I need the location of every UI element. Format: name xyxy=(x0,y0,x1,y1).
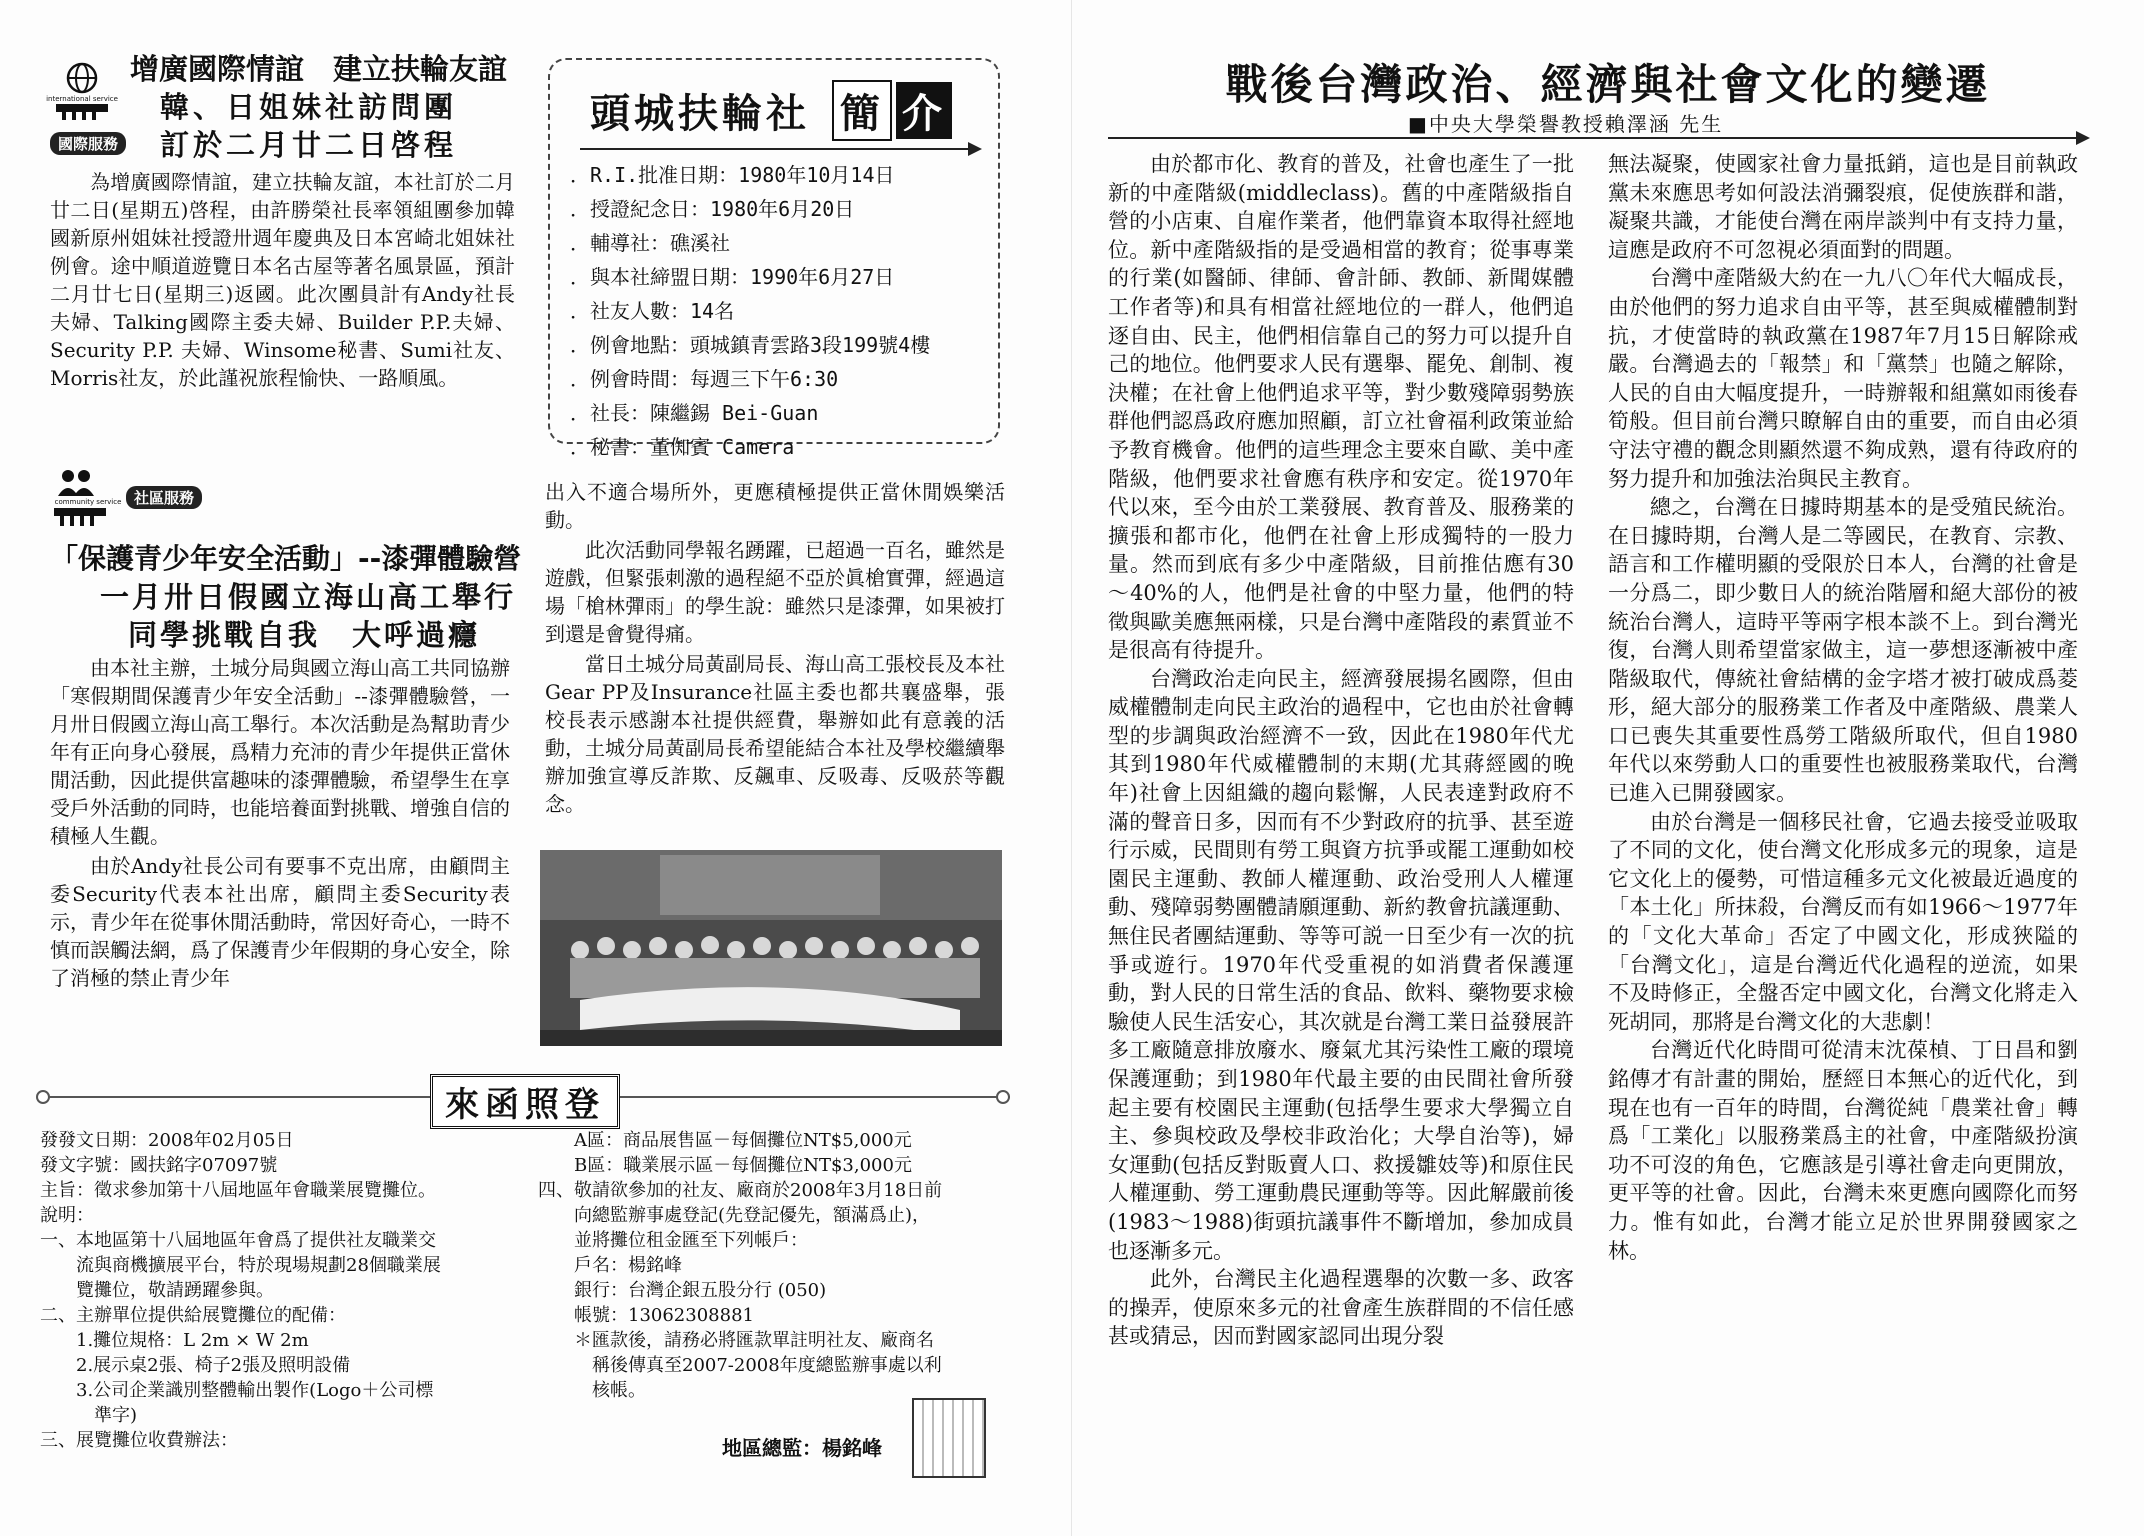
intro-item: ． 例會時間：每週三下午6:30 xyxy=(570,362,990,396)
notice-line: 帳號：13062308881 xyxy=(538,1305,754,1326)
intl-title-line-1: 增廣國際情誼 建立扶輪友誼 xyxy=(130,52,508,86)
notice-line: 1.攤位規格：L 2m × W 2m xyxy=(40,1330,309,1351)
community-body-left xyxy=(50,654,510,994)
intl-title xyxy=(130,50,530,164)
notice-line: 2.展示桌2張、椅子2張及照明設備 xyxy=(40,1355,351,1376)
intro-rule xyxy=(580,148,972,150)
club-name: 頭城扶輪社 xyxy=(590,91,810,137)
notice-title: 來函照登 xyxy=(430,1074,620,1129)
article-paragraph: 總之，台灣在日據時期基本的是受殖民統治。在日據時期，台灣人是二等國民，在教育、宗教、語言和工作權明顯的受限於日本人，台灣的社會是一分爲二，即少數日人的統治階層和絕大部份的被統治台灣人，這時平等兩字根本談不上。到台灣光復，台灣人則希望當家做主，這一夢想逐漸被中產階級取代，傳統社會結構的金字塔才被打破成爲菱形，絕大部分的服務業工作者及中產階級、農業人口已喪失其重要性爲勞工階級所取代，但自1980年代以來勞動人口的重要性也被服務業取代，台灣已進入已開發國家。 xyxy=(1608,495,2078,806)
notice-line: B區：職業展示區－每個攤位NT$3,000元 xyxy=(538,1155,912,1176)
intro-arrow-icon xyxy=(968,142,982,156)
notice-line: 覽攤位，敬請踴躍參與。 xyxy=(40,1280,274,1301)
headline-rule xyxy=(1108,137,2078,139)
intl-body xyxy=(50,168,515,394)
article-paragraph: 台灣中產階級大約在一九八〇年代大幅成長，由於他們的努力追求自由平等，甚至與威權體制對抗，才使當時的執政黨在1987年7月15日解除戒嚴。台灣過去的「報禁」和「黨禁」也隨之解除，人民的自由大幅度提升，一時辦報和組黨如雨後春筍般。但目前台灣只瞭解自由的重要，而自由必須守法守禮的觀念則顯然還不夠成熟，還有待政府的努力提升和加強法治與民主教育。 xyxy=(1608,266,2078,491)
notice-line: 戶名：楊銘峰 xyxy=(538,1255,682,1276)
intl-title-line-3: 訂於二月廿二日啓程 xyxy=(160,128,458,162)
notice-line: 3.公司企業識別整體輸出製作(Logo＋公司標 xyxy=(40,1380,434,1401)
community-paragraph: 由本社主辦，土城分局與國立海山高工共同協辦「寒假期間保護青少年安全活動」--漆彈體驗營，一月卅日假國立海山高工舉行。本次活動是為幫助青少年有正向身心發展，爲精力充沛的青少年提供正當休閒活動，因此提供富趣味的漆彈體驗，希望學生在享受戶外活動的同時，也能培養面對挑戰、增強自信的積極人生觀。 xyxy=(50,656,510,848)
community-title-line-1: 「保護青少年安全活動」--漆彈體驗營 xyxy=(50,542,522,575)
notice-line: A區：商品展售區－每個攤位NT$5,000元 xyxy=(538,1130,912,1151)
right-page xyxy=(1072,0,2144,1536)
club-intro-list xyxy=(570,158,990,464)
intro-tag-1: 簡 xyxy=(832,80,892,141)
notice-left-column xyxy=(40,1128,540,1453)
intro-item: ． 例會地點：頭城鎮青雲路3段199號4樓 xyxy=(570,328,990,362)
notice-line: 核帳。 xyxy=(538,1380,646,1401)
notice-line: 發文字號：國扶銘字07097號 xyxy=(40,1155,278,1176)
notice-line: 向總監辦事處登記(先登記優先，額滿爲止)， xyxy=(538,1205,931,1226)
notice-signature: 地區總監：楊銘峰 xyxy=(722,1436,882,1460)
notice-rule-right-cap xyxy=(996,1090,1010,1104)
article-paragraph: 無法凝聚，使國家社會力量抵銷，這也是目前執政黨未來應思考如何設法消彌裂痕，促使族群和諧，凝聚共識，才能使台灣在兩岸談判中有支持力量，這應是政府不可忽視必須面對的問題。 xyxy=(1608,152,2078,262)
community-title-line-2: 一月卅日假國立海山高工舉行 xyxy=(100,580,517,614)
community-service-tag: 社區服務 xyxy=(126,486,202,509)
intro-item: ． 與本社締盟日期：1990年6月27日 xyxy=(570,260,990,294)
notice-rule-left-cap xyxy=(36,1090,50,1104)
article-headline: 戰後台灣政治、經濟與社會文化的變遷 xyxy=(1225,60,1991,109)
community-paragraph: 由於Andy社長公司有要事不克出席，由顧問主委Security代表本社出席，顧問主委Security表示，青少年在從事休閒活動時，常因好奇心，一時不慎而誤觸法網，爲了保護青少年假期的身心安全，除了消極的禁止青少年 xyxy=(50,854,510,990)
article-paragraph: 由於都市化、教育的普及，社會也產生了一批新的中產階級(middleclass)。舊的中產階級指自營的小店東、自雇作業者，他們靠資本取得社經地位。新中產階級指的是受過相當的教育；從事專業的行業(如醫師、律師、會計師、教師、新聞媒體工作者等)和具有相當社經地位的一群人，他們追逐自由、民主，他們相信靠自己的努力可以提升自己的地位。他們要求人民有選舉、罷免、創制、複決權；在社會上他們追求平等，對少數殘障弱勢族群他們認爲政府應加照顧，訂立社會福利政策並給予教育機會。他們的這些理念主要來自歐、美中產階級，他們要求社會應有秩序和安定。從1970年代以來，至今由於工業發展、教育普及、服務業的擴張和都市化，他們在社會上形成獨特的一股力量。然而到底有多少中產階級，目前推估應有30～40%的人，他們是社會的中堅力量，他們的特徵與歐美應無兩樣，只是台灣中產階段的素質並不是很高有待提升。 xyxy=(1108,152,1574,663)
event-group-photo xyxy=(540,850,1002,1046)
intro-tag-2: 介 xyxy=(896,82,952,139)
article-column-2 xyxy=(1608,150,2078,1265)
notice-line: 說明： xyxy=(40,1205,94,1226)
community-paragraph: 出入不適合場所外，更應積極提供正當休閒娛樂活動。 xyxy=(545,480,1005,532)
photo-illustration xyxy=(540,850,1002,1046)
intro-item: ． 輔導社：礁溪社 xyxy=(570,226,990,260)
notice-line: 四、敬請欲參加的社友、廠商於2008年3月18日前 xyxy=(538,1180,943,1201)
article-paragraph: 由於台灣是一個移民社會，它過去接受並吸取了不同的文化，使台灣文化形成多元的現象，這是它文化上的優勢，可惜這種多元文化被最近過度的「本土化」所抹殺，台灣反而有如1966～1977年的「文化大革命」否定了中國文化，形成狹隘的「台灣文化」，這是台灣近代化過程的逆流，如果不及時修正，全盤否定中國文化，台灣文化將走入死胡同，那將是台灣文化的大悲劇！ xyxy=(1608,809,2078,1034)
notice-line: 發發文日期：2008年02月05日 xyxy=(40,1130,294,1151)
article-column-1 xyxy=(1108,150,1574,1351)
intro-item: ． 授證紀念日：1980年6月20日 xyxy=(570,192,990,226)
official-seal-stamp xyxy=(912,1398,986,1478)
community-title xyxy=(50,540,540,654)
notice-line: 一、本地區第十八屆地區年會爲了提供社友職業交 xyxy=(40,1230,436,1251)
article-byline: ■中央大學榮譽教授賴澤涵 先生 xyxy=(1408,112,1724,136)
club-intro-title xyxy=(590,80,952,141)
notice-right-column xyxy=(538,1128,1018,1403)
community-title-line-3: 同學挑戰自我 大呼過癮 xyxy=(128,618,481,652)
notice-line: 準字) xyxy=(40,1405,138,1426)
club-intro-box xyxy=(548,58,1000,459)
intro-item: ． 社友人數：14名 xyxy=(570,294,990,328)
notice-line: 銀行：台灣企銀五股分行 (050) xyxy=(538,1280,827,1301)
community-paragraph: 此次活動同學報名踴躍，已超過一百名，雖然是遊戲，但緊張刺激的過程絕不亞於眞槍實彈，經過這場「槍林彈雨」的學生說：雖然只是漆彈，如果被打到還是會覺得痛。 xyxy=(545,538,1005,646)
notice-line: 二、主辦單位提供給展覽攤位的配備： xyxy=(40,1305,346,1326)
notice-line: ＊匯款後，請務必將匯款單註明社友、廠商名 xyxy=(538,1330,934,1351)
article-paragraph: 台灣政治走向民主，經濟發展揚名國際，但由威權體制走向民主政治的過程中，它也由於社會轉型的步調與政治經濟不一致，因此在1980年代尤其到1980年代威權體制的末期(尤其蔣經國的晚年)社會上因組織的趨向鬆懈，人民表達對政府不滿的聲音日多，因而有不少對政府的抗爭、甚至遊行示威，民間則有勞工與資方抗爭或罷工運動如校園民主運動、教師人權運動、政治受刑人人權運動、殘障弱勢團體請願運動、新約教會抗議運動、無住民者團結運動、等等可説一日至少有一次的抗爭或遊行。1970年代受重視的如消費者保護運動，對人民的日常生活的食品、飲料、藥物要求檢驗使人民生活安心，其次就是台灣工業日益發展許多工廠隨意排放廢水、廢氣尤其污染性工廠的環境保護運動；到1980年代最主要的由民間社會所發起主要有校園民主運動(包括學生要求大學獨立自主、參與校政及學校非政治化；大學自治等)，婦女運動(包括反對販賣人口、救援雛妓等)和原住民人權運動、勞工運動農民運動等等。因此解嚴前後(1983～1988)街頭抗議事件不斷增加，參加成員也逐漸多元。 xyxy=(1108,666,1574,1263)
notice-line: 稱後傳真至2007-2008年度總監辦事處以利 xyxy=(538,1355,942,1376)
intro-item: ． 社長：陳繼錫 Bei-Guan xyxy=(570,396,990,430)
article-paragraph: 此外，台灣民主化過程選舉的次數一多、政客的操弄，使原來多元的社會產生族群間的不信任感甚或猜忌，因而對國家認同出現分裂 xyxy=(1108,1267,1574,1349)
notice-line: 主旨：徵求參加第十八屆地區年會職業展覽攤位。 xyxy=(40,1180,436,1201)
notice-line: 流與商機擴展平台，特於現場規劃28個職業展 xyxy=(40,1255,441,1276)
notice-line: 三、展覽攤位收費辦法： xyxy=(40,1430,238,1451)
intro-item: ． R.I.批准日期：1980年10月14日 xyxy=(570,158,990,192)
intro-item: ． 秘書：董倁賓 Camera xyxy=(570,430,990,464)
community-body-right xyxy=(545,478,1005,820)
svg-text:community service: community service xyxy=(54,498,122,506)
community-paragraph: 當日土城分局黃副局長、海山高工張校長及本社Gear PP及Insurance社區主委也都共襄盛舉，張校長表示感謝本社提供經費，舉辦如此有意義的活動，土城分局黃副局長希望能結合本社及學校繼續舉辦加強宣導反詐欺、反飆車、反吸毒、反吸菸等觀念。 xyxy=(545,652,1005,816)
svg-text:international service: international service xyxy=(46,95,118,103)
article-paragraph: 台灣近代化時間可從清末沈葆楨、丁日昌和劉銘傳才有計畫的開始，歷經日本無心的近代化，到現在也有一百年的時間，台灣從純「農業社會」轉爲「工業化」以服務業爲主的社會，中產階級扮演功不可沒的角色，它應該是引導社會走向更開放，更平等的社會。因此，台灣未來更應向國際化而努力。惟有如此，台灣才能立足於世界開發國家之林。 xyxy=(1608,1038,2078,1263)
notice-line: 並將攤位租金匯至下列帳戶： xyxy=(538,1230,808,1251)
intl-body-paragraph: 為增廣國際情誼，建立扶輪友誼，本社訂於二月廿二日(星期五)啓程，由許勝榮社長率領組團參加韓國新原州姐妹社授證卅週年慶典及日本宮崎北姐妹社例會。途中順道遊覽日本名古屋等著名風景區，預計二月廿七日(星期三)返國。此次團員計有Andy社長夫婦、Talking國際主委夫婦、Builder P.P.夫婦、Security P.P. 夫婦、Winsome秘書、Sumi社友、Morris社友，於此謹祝旅程愉快、一路順風。 xyxy=(50,170,515,390)
intl-title-line-2: 韓、日姐妹社訪問團 xyxy=(160,90,458,124)
rotary-community-service-logo xyxy=(48,466,122,530)
rotary-international-service-logo xyxy=(46,58,118,122)
intl-service-tag: 國際服務 xyxy=(50,132,126,155)
headline-arrow-icon xyxy=(2076,131,2090,145)
